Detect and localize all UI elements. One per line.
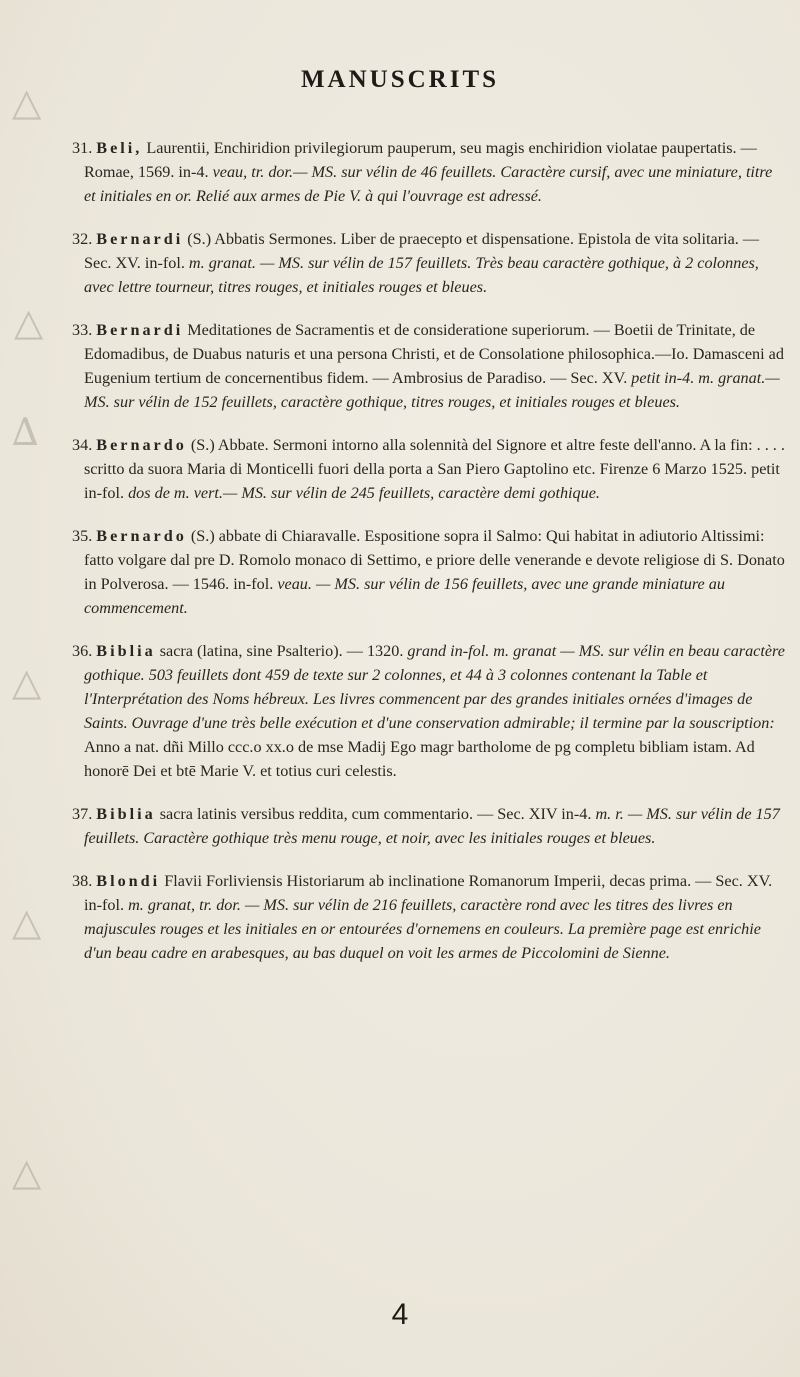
page-title: MANUSCRITS	[300, 66, 500, 93]
catalogue-entries	[72, 120, 786, 984]
catalogue-entry: 32. Bernardi (S.) Abbatis Sermones. Liber de praecepto et dispensatione. Epistola de vita solitaria. — Sec. XV. in-fol. m. granat. — MS. sur vélin de 157 feuillets. Très beau caractère gothique, à 2 colonnes, avec lettre tourneur, titres rouges, et initiales rouges et bleues.	[72, 230, 760, 297]
catalogue-entry: 35. Bernardo (S.) abbate di Chiaravalle. Espositione sopra il Salmo: Qui habitat in adiutorio Altissimi: fatto volgare dal pre D. Romolo monaco di Settimo, e priore delle venerande e devote religiose di S. Donato in Polverosa. — 1546. in-fol. veau. — MS. sur vélin de 156 feuillets, avec une grande miniature au commencement.	[72, 527, 785, 618]
catalogue-entry: 31. Beli, Laurentii, Enchiridion privilegiorum pauperum, seu magis enchiridion violatae paupertatis. — Romae, 1569. in-4. veau, tr. dor.— MS. sur vélin de 46 feuillets. Caractère cursif, avec une miniature, titre et initiales en or. Relié aux armes de Pie V. à qui l'ouvrage est adressé.	[72, 139, 773, 206]
catalogue-entry: 34. Bernardo (S.) Abbate. Sermoni intorno alla solennità del Signore et altre feste dell'anno. A la fin: . . . . scritto da suora Maria di Monticelli fuori della porta a San Piero Gaptolino etc. Firenze 6 Marzo 1525. petit in-fol. dos de m. vert.— MS. sur vélin de 245 feuillets, caractère demi gothique.	[72, 436, 785, 503]
catalogue-entry: 36. Biblia sacra (latina, sine Psalterio). — 1320. grand in-fol. m. granat — MS. sur vélin en beau caractère gothique. 503 feuillets dont 459 de texte sur 2 colonnes, et 44 à 3 colonnes contenant la Table et l'Interprétation des Noms hébreux. Les livres commencent par des grandes initiales ornées d'images de Saints. Ouvrage d'une très belle exécution et d'une conservation admirable; il termine par la souscription: Anno a nat. dñi Millo ccc.o xx.o de mse Madij Ego magr bartholome de pg completu bibliam istam. Ad honorē Dei et btē Marie V. et totius curi celestis.	[72, 642, 785, 781]
catalogue-entry: 37. Biblia sacra latinis versibus reddita, cum commentario. — Sec. XIV in-4. m. r. — MS. sur vélin de 157 feuillets. Caractère gothique très menu rouge, et noir, avec les initiales rouges et bleues.	[72, 805, 780, 848]
show-through-marks: △ △ ∆ △ △ △	[12, 80, 44, 1194]
catalogue-entry: 33. Bernardi Meditationes de Sacramentis et de consideratione superiorum. — Boetii de Trinitate, de Edomadibus, de Duabus naturis et una persona Christi, et de Consolatione philosophica.—Io. Damasceni ad Eugenium tertium de concernentibus fidem. — Ambrosius de Paradiso. — Sec. XV. petit in-4. m. granat.—MS. sur vélin de 152 feuillets, caractère gothique, titres rouges, et initiales rouges et bleues.	[72, 321, 784, 412]
page-number: 4	[391, 1298, 409, 1331]
catalogue-entry: 38. Blondi Flavii Forliviensis Historiarum ab inclinatione Romanorum Imperii, decas prima. — Sec. XV. in-fol. m. granat, tr. dor. — MS. sur vélin de 216 feuillets, caractère rond avec les titres des livres en majuscules rouges et les initiales en or entourées d'ornemens en couleurs. La première page est enrichie d'un beau cadre en arabesques, au bas duquel on voit les armes de Piccolomini de Sienne.	[72, 872, 773, 963]
